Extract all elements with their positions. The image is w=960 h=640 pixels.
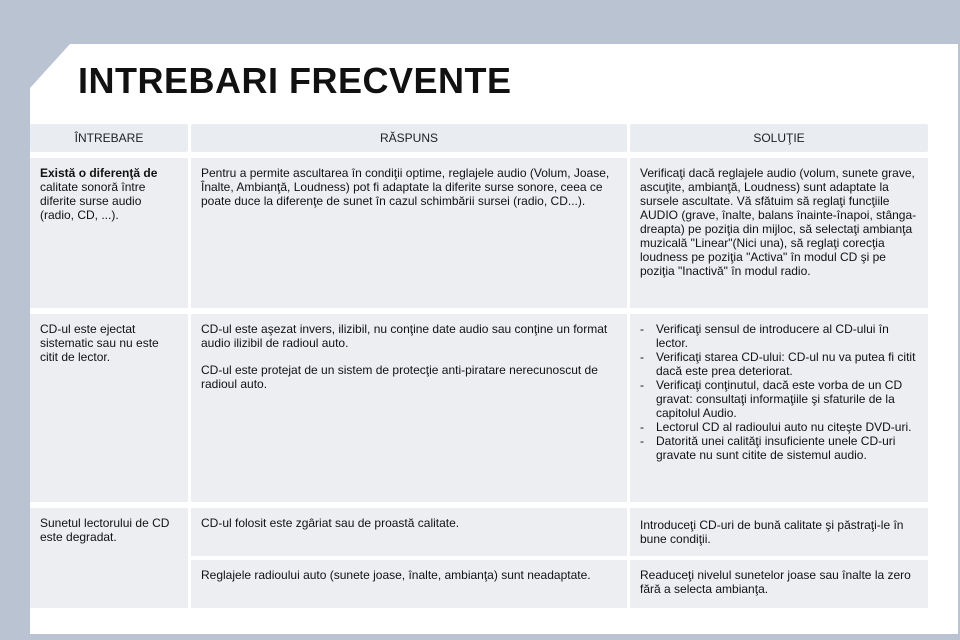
row1-question-bold: Există o diferenţă de xyxy=(40,166,158,180)
row2-answer-para-2: CD-ul este protejat de un sistem de protecţie anti-piratare nerecunoscut de radioul auto. xyxy=(201,363,598,391)
row2-answer xyxy=(191,314,627,502)
header-solution xyxy=(630,124,928,152)
row2-solution-item-4: - Lectorul CD al radioului auto nu citeşte DVD-uri. xyxy=(640,420,918,434)
page-number: 283 xyxy=(928,612,950,627)
row3-answer-2-text: Reglajele radioului auto (sunete joase, înalte, ambianţa) sunt neadaptate. xyxy=(201,568,591,582)
row3-answer-1-text: CD-ul folosit este zgâriat sau de proastă calitate. xyxy=(201,516,460,530)
row2-question-text: CD-ul este ejectat sistematic sau nu este citit de lector. xyxy=(40,322,159,364)
header-question xyxy=(30,124,188,152)
row3-answer-1 xyxy=(191,508,627,556)
row2-solution xyxy=(630,314,928,502)
row3-solution-1-text: Introduceţi CD-uri de bună calitate şi păstraţi-le în bune condiţii. xyxy=(640,518,904,546)
page-title: INTREBARI FRECVENTE xyxy=(78,60,512,101)
row3-question-text: Sunetul lectorului de CD este degradat. xyxy=(40,516,170,544)
row1-answer xyxy=(191,158,627,308)
row2-solution-item-3: - Verificaţi conţinutul, dacă este vorba de un CD gravat: consultaţi informaţiile şi sfaturile de la capitolul Audio. xyxy=(640,378,918,420)
row1-question xyxy=(30,158,188,308)
row2-solution-item-5: - Datorită unei calităţi insuficiente unele CD-uri gravate nu sunt citite de sistemul audio. xyxy=(640,434,918,462)
header-answer xyxy=(191,124,627,152)
row2-solution-item-1: - Verificaţi sensul de introducere al CD-ului în lector. xyxy=(640,322,918,350)
row1-answer-text: Pentru a permite ascultarea în condiţii optime, reglajele audio (Volum, Joase, Înalte, Ambianţă, Loudness) pot fi adaptate la diferite surse sonore, ceea ce poate duce la diferenţe de sunet în cazul schimbării sursei (radio, CD...). xyxy=(201,166,610,208)
row1-question-rest: calitate sonoră între diferite surse audio (radio, CD, ...). xyxy=(40,180,146,222)
watermark: carmanualsonline.info xyxy=(580,606,828,634)
row2-solution-item-2: - Verificaţi starea CD-ului: CD-ul nu va putea fi citit dacă este prea deteriorat. xyxy=(640,350,918,378)
row1-solution-text: Verificaţi dacă reglajele audio (volum, sunete grave, ascuţite, ambianţă, Loudness) sunt adaptate la sursele ascultate. Vă sfătuim să reglaţi funcţiile AUDIO (grave, înalte, balans înainte-înapoi, stânga-dreapta) pe poziţia din mijloc, să selectaţi ambianţa muzicală "Linear"(Nici una), să reglaţi corecţia loudness pe poziţia "Activa" în modul CD şi pe poziţia "Inactivă" în modul radio. xyxy=(640,166,917,278)
row2-answer-para-1: CD-ul este aşezat invers, ilizibil, nu conţine date audio sau conţine un format audio ilizibil de radioul auto. xyxy=(201,322,608,350)
header-question-label: ÎNTREBARE xyxy=(74,131,144,145)
row3-solution-2 xyxy=(630,560,928,608)
row3-solution-1 xyxy=(630,508,928,556)
row3-question xyxy=(30,508,188,608)
row3-answer-2 xyxy=(191,560,627,608)
row2-solution-list xyxy=(640,322,918,462)
row2-question xyxy=(30,314,188,502)
row3-solution-2-text: Readuceţi nivelul sunetelor joase sau înalte la zero fără a selecta ambianţa. xyxy=(640,568,911,596)
header-solution-label: SOLUŢIE xyxy=(753,131,805,145)
header-answer-label: RĂSPUNS xyxy=(379,131,438,145)
row1-solution xyxy=(630,158,928,308)
